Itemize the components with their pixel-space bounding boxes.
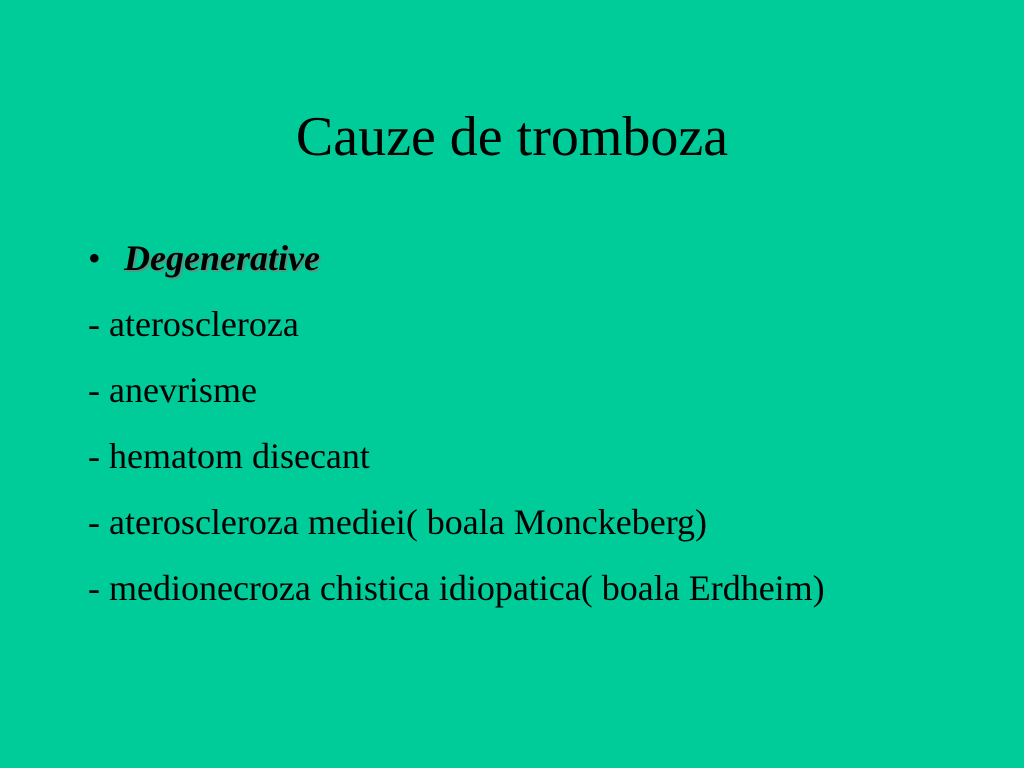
bullet-icon: • xyxy=(88,238,101,278)
slide-title: Cauze de tromboza xyxy=(295,106,729,168)
bullet-heading xyxy=(88,233,988,283)
list-item-ateroscleroza: - ateroscleroza xyxy=(88,304,299,344)
list-item-hematom-disecant: - hematom disecant xyxy=(88,436,370,476)
slide-body xyxy=(88,233,988,613)
bullet-label: Degenerative xyxy=(124,238,320,278)
list-item-boala-erdheim: - medionecroza chistica idiopatica( boala Erdheim) xyxy=(88,568,825,608)
list-item-boala-monckeberg: - ateroscleroza mediei( boala Monckeberg) xyxy=(88,502,708,542)
list-item-anevrisme: - anevrisme xyxy=(88,370,257,410)
